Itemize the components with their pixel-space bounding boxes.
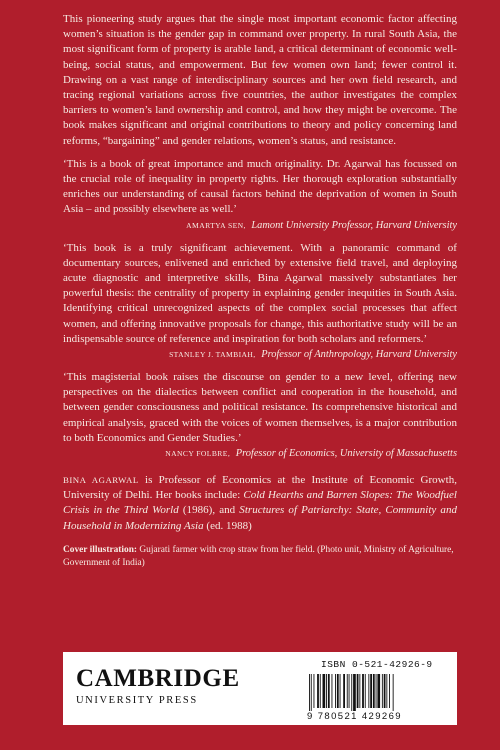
reviewer-name: NANCY FOLBRE, (165, 449, 231, 459)
book-title: Cold Hearths and Barren Slopes: The Woodfuel Crisis in the Third World (63, 489, 457, 517)
bio-text: (ed. 1988) (203, 519, 252, 532)
cover-credit-text: Gujarati farmer with crop straw from her field. (Photo unit, Ministry of Agriculture, Government of India) (63, 544, 454, 568)
review-text: ‘This is a book of great importance and much originality. Dr. Agarwal has focussed on the crucial role of inequality in property rights. Her thorough exploration substantially enriches our understanding of causal factors behind the deprivation of women in South Asia – and possibly elsewhere as well.’ (63, 157, 457, 216)
review-text: ‘This magisterial book raises the discourse on gender to a new level, offering new perspectives on the dialectics between conflict and cooperation in the household, and between gender consciousness and political resistance. Its comprehensive historical and empirical analysis, graced with the voices of women themselves, is a major contribution to both Economics and Gender Studies.’ (63, 371, 457, 444)
review-1 (63, 157, 457, 233)
bio-text: is Professor of Economics at the Institute of Economic Growth, University of Delhi. Her books include: (63, 474, 457, 502)
reviewer-name: AMARTYA SEN, (186, 220, 246, 230)
publisher-logo (76, 666, 240, 707)
isbn-label: ISBN 0-521-42926-9 (321, 659, 433, 670)
publisher-imprint-box (63, 652, 457, 725)
barcode (307, 674, 423, 711)
book-description: This pioneering study argues that the single most important economic factor affecting women’s situation is the gender gap in command over property. In rural South Asia, the most significant form of property is arable land, a critical determinant of economic well-being, social status, and empowerment. But few women own land; fewer control it. Drawing on a vast range of interdisciplinary sources and her own field research, and tracing regional variations across five countries, the author investigates the complex barriers to women’s land ownership and control, and how they might be overcome. The book makes significant and original contributions to theory and policy concerning land reforms, “bargaining” and gender relations, women’s status, and resistance. (63, 13, 457, 147)
reviewer-title: Professor of Economics, University of Massachusetts (235, 448, 457, 460)
reviewer-name: STANLEY J. TAMBIAH, (169, 350, 256, 360)
review-2 (63, 241, 457, 362)
bio-text: (1986), and (178, 504, 240, 517)
book-title: Structures of Patriarchy: State, Community and Household in Modernizing Asia (63, 504, 457, 532)
review-attribution (63, 219, 457, 233)
publisher-subname: UNIVERSITY PRESS (76, 695, 198, 706)
barcode-digits: 9 780521 429269 (307, 711, 402, 722)
author-name: BINA AGARWAL (63, 475, 139, 486)
review-attribution (63, 348, 457, 362)
back-cover-text (63, 12, 457, 579)
reviewer-title: Professor of Anthropology, Harvard University (261, 349, 457, 361)
cover-credit-label: Cover illustration: (63, 544, 138, 555)
author-bio (63, 473, 457, 534)
reviewer-title: Lamont University Professor, Harvard University (251, 219, 457, 231)
cover-illustration-credit (63, 544, 457, 570)
review-attribution (63, 447, 457, 461)
review-3 (63, 370, 457, 461)
review-text: ‘This book is a truly significant achievement. With a panoramic command of documentary sources, enlivened and enriched by extensive field travel, and deploying acute diagnostic and interpretive skills, Bina Agarwal massively substantiates her powerful thesis: the centrality of property in explaining gender inequities in South Asia. Identifying critical unrecognized aspects of the complex social processes that affect women, and offering innovative proposals for change, this authoritative study will be an indispensable source of reference and inspiration for both scholars and reformers.’ (63, 241, 457, 345)
publisher-name: CAMBRIDGE (76, 665, 240, 692)
